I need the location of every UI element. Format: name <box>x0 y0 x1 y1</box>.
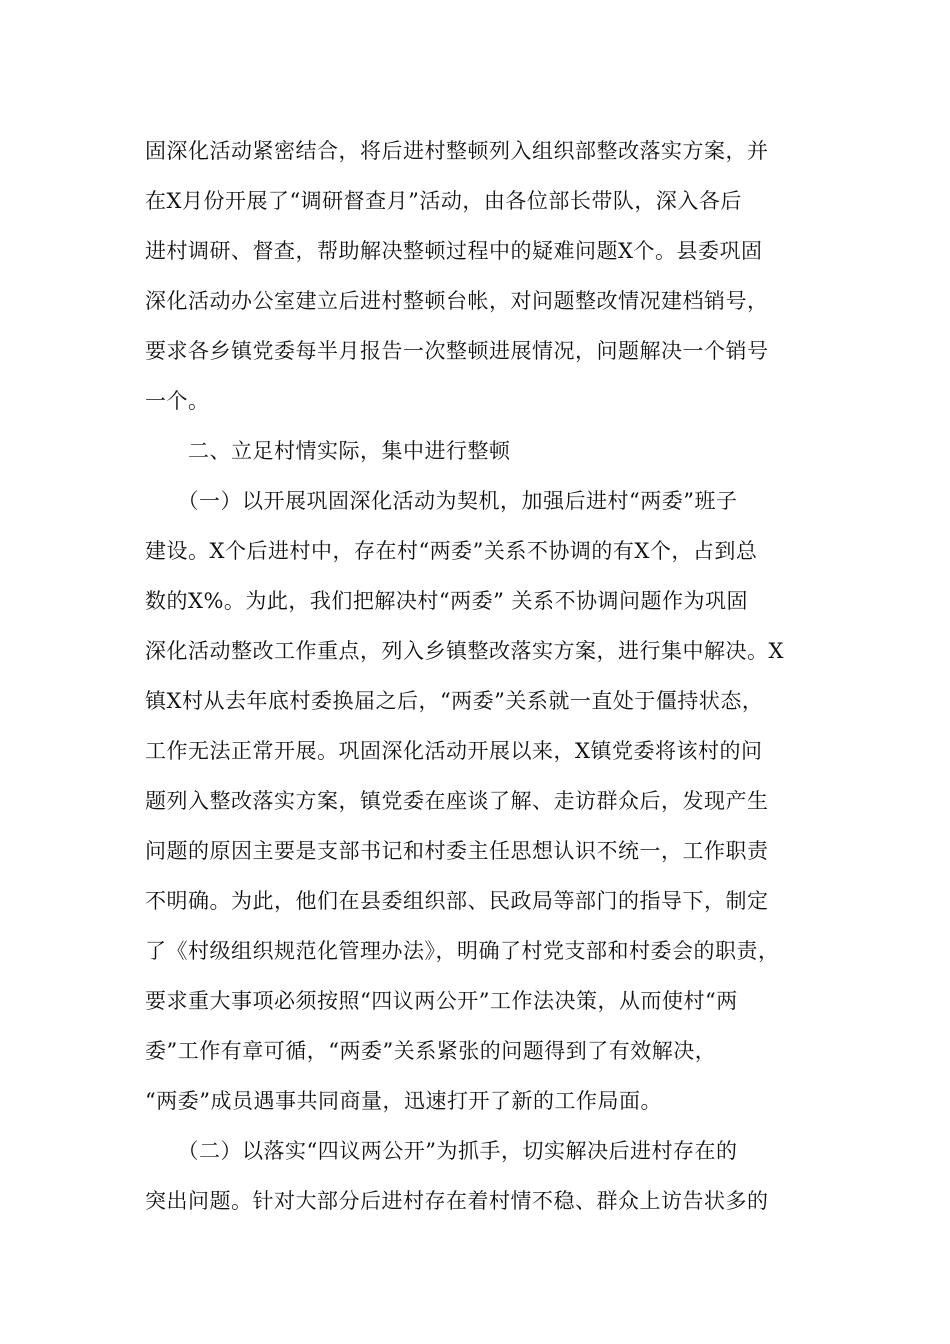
section-heading: 二、立足村情实际，集中进行整顿 <box>145 439 511 463</box>
text-line: 一个。 <box>145 389 210 413</box>
text-line: 进村调研、督查，帮助解决整顿过程中的疑难问题X个。县委巩固 <box>145 239 763 263</box>
text-line: 固深化活动紧密结合，将后进村整顿列入组织部整改落实方案，并 <box>145 139 769 163</box>
text-line: 工作无法正常开展。巩固深化活动开展以来，X镇党委将该村的问 <box>145 739 763 763</box>
text-line: 在X月份开展了“调研督查月”活动，由各位部长带队，深入各后 <box>145 189 742 213</box>
text-line: 了《村级组织规范化管理办法》，明确了村党支部和村委会的职责， <box>145 939 780 963</box>
text-line: 数的X%。为此，我们把解决村“两委” 关系不协调问题作为巩固 <box>145 589 749 613</box>
text-line: 要求重大事项必须按照“四议两公开”工作法决策，从而使村“两 <box>145 989 738 1013</box>
text-line: “两委”成员遇事共同商量，迅速打开了新的工作局面。 <box>145 1089 662 1113</box>
text-line: 委”工作有章可循，“两委”关系紧张的问题得到了有效解决， <box>145 1039 717 1063</box>
text-line: 问题的原因主要是支部书记和村委主任思想认识不统一，工作职责 <box>145 839 769 863</box>
text-line: 题列入整改落实方案，镇党委在座谈了解、走访群众后，发现产生 <box>145 789 769 813</box>
text-line: 建设。X个后进村中，存在村“两委”关系不协调的有X个，占到总 <box>145 539 758 563</box>
text-line: 深化活动办公室建立后进村整顿台帐，对问题整改情况建档销号， <box>145 289 769 313</box>
text-line: （二）以落实“四议两公开”为抓手，切实解决后进村存在的 <box>145 1139 738 1163</box>
text-line: 不明确。为此，他们在县委组织部、民政局等部门的指导下，制定 <box>145 889 769 913</box>
text-line: 突出问题。针对大部分后进村存在着村情不稳、群众上访告状多的 <box>145 1189 769 1213</box>
text-line: 深化活动整改工作重点，列入乡镇整改落实方案，进行集中解决。X <box>145 639 784 663</box>
text-line: （一）以开展巩固深化活动为契机，加强后进村“两委”班子 <box>145 489 738 513</box>
text-line: 要求各乡镇党委每半月报告一次整顿进展情况，问题解决一个销号 <box>145 339 769 363</box>
text-line: 镇X村从去年底村委换届之后，“两委”关系就一直处于僵持状态， <box>145 689 764 713</box>
